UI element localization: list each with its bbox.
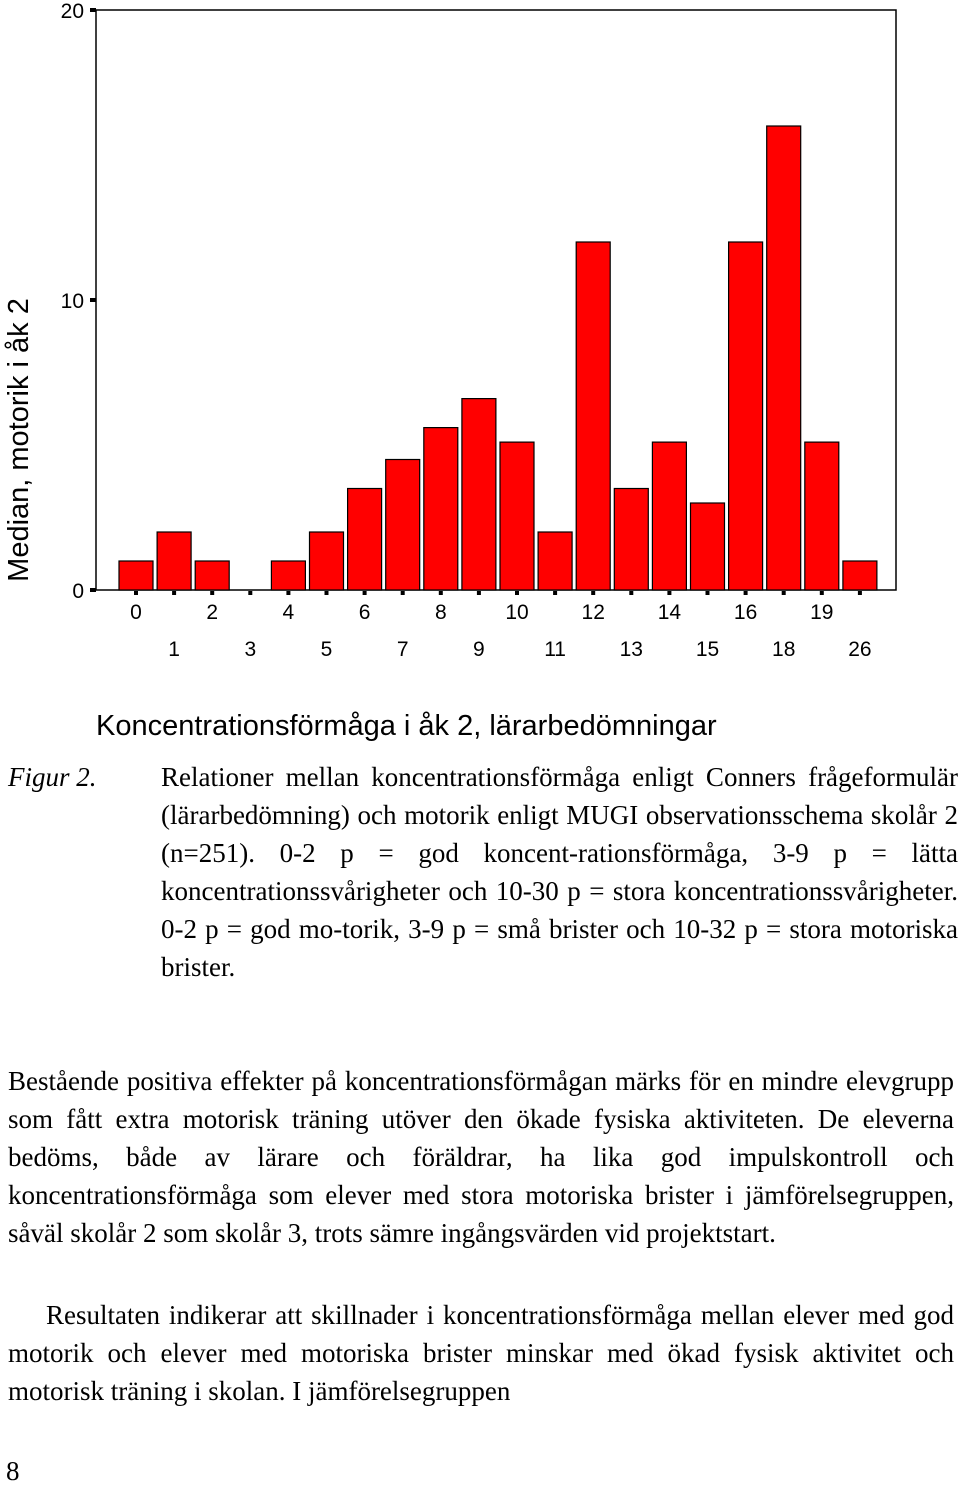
y-tick-mark <box>90 298 96 302</box>
page-number: 8 <box>6 1456 20 1486</box>
x-tick-mark <box>439 591 443 595</box>
x-tick-label: 3 <box>244 638 257 661</box>
bar-5 <box>310 532 344 590</box>
x-tick-label: 15 <box>695 638 720 661</box>
x-tick-mark <box>667 591 671 595</box>
figure-label: Figur 2. <box>8 762 97 792</box>
x-tick-label: 6 <box>358 601 371 624</box>
x-tick-label: 13 <box>619 638 643 661</box>
x-tick-label: 4 <box>282 601 295 624</box>
x-tick-mark <box>134 591 138 595</box>
bar-1 <box>157 532 191 590</box>
figure-caption <box>8 758 958 986</box>
bar-11 <box>538 532 572 590</box>
bar-0 <box>119 561 153 590</box>
body-paragraph-2: Resultaten indikerar att skillnader i koncentrationsförmåga mellan elever med god motorik och elever med motoriska brister minskar med ökad fysisk aktivitet och motorisk träning i skolan. I jämförelsegruppen <box>8 1300 954 1406</box>
bar-6 <box>348 489 382 591</box>
x-tick-mark <box>744 591 748 595</box>
x-tick-label: 11 <box>544 638 567 661</box>
x-tick-mark <box>172 591 176 595</box>
x-tick-mark <box>591 591 595 595</box>
y-axis <box>61 0 96 603</box>
x-tick-mark <box>325 591 329 595</box>
x-tick-label: 5 <box>320 638 333 661</box>
y-tick-label: 20 <box>60 0 84 23</box>
x-tick-mark <box>248 591 252 595</box>
bar-2 <box>195 561 229 590</box>
x-tick-mark <box>286 591 290 595</box>
x-tick-label: 12 <box>581 601 605 624</box>
bar-26 <box>843 561 877 590</box>
y-tick-mark <box>90 8 96 12</box>
x-tick-label: 2 <box>206 601 219 624</box>
y-tick-label: 0 <box>72 580 84 603</box>
x-tick-mark <box>553 591 557 595</box>
x-tick-label: 8 <box>434 601 447 624</box>
x-tick-label: 7 <box>396 638 409 661</box>
x-tick-mark <box>363 591 367 595</box>
x-tick-mark <box>629 591 633 595</box>
body-paragraph-1: Bestående positiva effekter på koncentrationsförmågan märks för en mindre elevgrupp som fått extra motorisk träning utöver den ökade fysiska aktiviteten. De eleverna bedöms, både av lärare och föräldrar, ha lika god impulskontroll och koncentrationsförmåga som elever med stora motoriska brister i jämförelsegruppen, såväl skolår 2 som skolår 3, trots sämre ingångsvärden vid projektstart. <box>8 1066 954 1248</box>
x-tick-label: 14 <box>657 601 682 624</box>
bar-4 <box>271 561 305 590</box>
y-axis-title: Median, motorik i åk 2 <box>3 298 35 582</box>
y-tick-mark <box>90 588 96 592</box>
bar-16 <box>729 242 763 590</box>
figure-caption-text: Relationer mellan koncentrationsförmåga enligt Conners frågeformulär (lärarbedömning) och motorik enligt MUGI observationsschema skolår 2 (n=251). 0-2 p = god koncent-rationsförmåga, 3-9 p = lätta koncentrationssvårigheter och 10-30 p = stora koncentrationssvårigheter. 0-2 p = god mo-torik, 3-9 p = små brister och 10-32 p = stora motoriska brister. <box>161 762 958 982</box>
bar-14 <box>652 442 686 590</box>
bar-7 <box>386 460 420 591</box>
bar-9 <box>462 399 496 590</box>
bars-group <box>119 126 877 590</box>
x-tick-label: 18 <box>772 638 796 661</box>
x-tick-mark <box>401 591 405 595</box>
x-axis <box>130 591 871 661</box>
x-tick-label: 16 <box>733 601 758 624</box>
bar-8 <box>424 428 458 590</box>
x-axis-title: Koncentrationsförmåga i åk 2, lärarbedömningar <box>96 710 717 742</box>
x-tick-mark <box>477 591 481 595</box>
x-tick-label: 26 <box>848 638 872 661</box>
bar-15 <box>691 503 725 590</box>
bar-12 <box>576 242 610 590</box>
x-tick-mark <box>706 591 710 595</box>
bar-19 <box>805 442 839 590</box>
x-tick-mark <box>858 591 862 595</box>
x-tick-label: 1 <box>168 638 180 661</box>
x-tick-mark <box>782 591 786 595</box>
x-tick-mark <box>210 591 214 595</box>
x-tick-label: 0 <box>130 601 142 624</box>
x-tick-label: 19 <box>810 601 834 624</box>
x-tick-label: 9 <box>473 638 485 661</box>
bar-18 <box>767 126 801 590</box>
x-tick-label: 10 <box>505 601 529 624</box>
y-tick-label: 10 <box>60 290 84 313</box>
x-tick-mark <box>820 591 824 595</box>
bar-10 <box>500 442 534 590</box>
x-tick-mark <box>515 591 519 595</box>
bar-13 <box>614 489 648 591</box>
